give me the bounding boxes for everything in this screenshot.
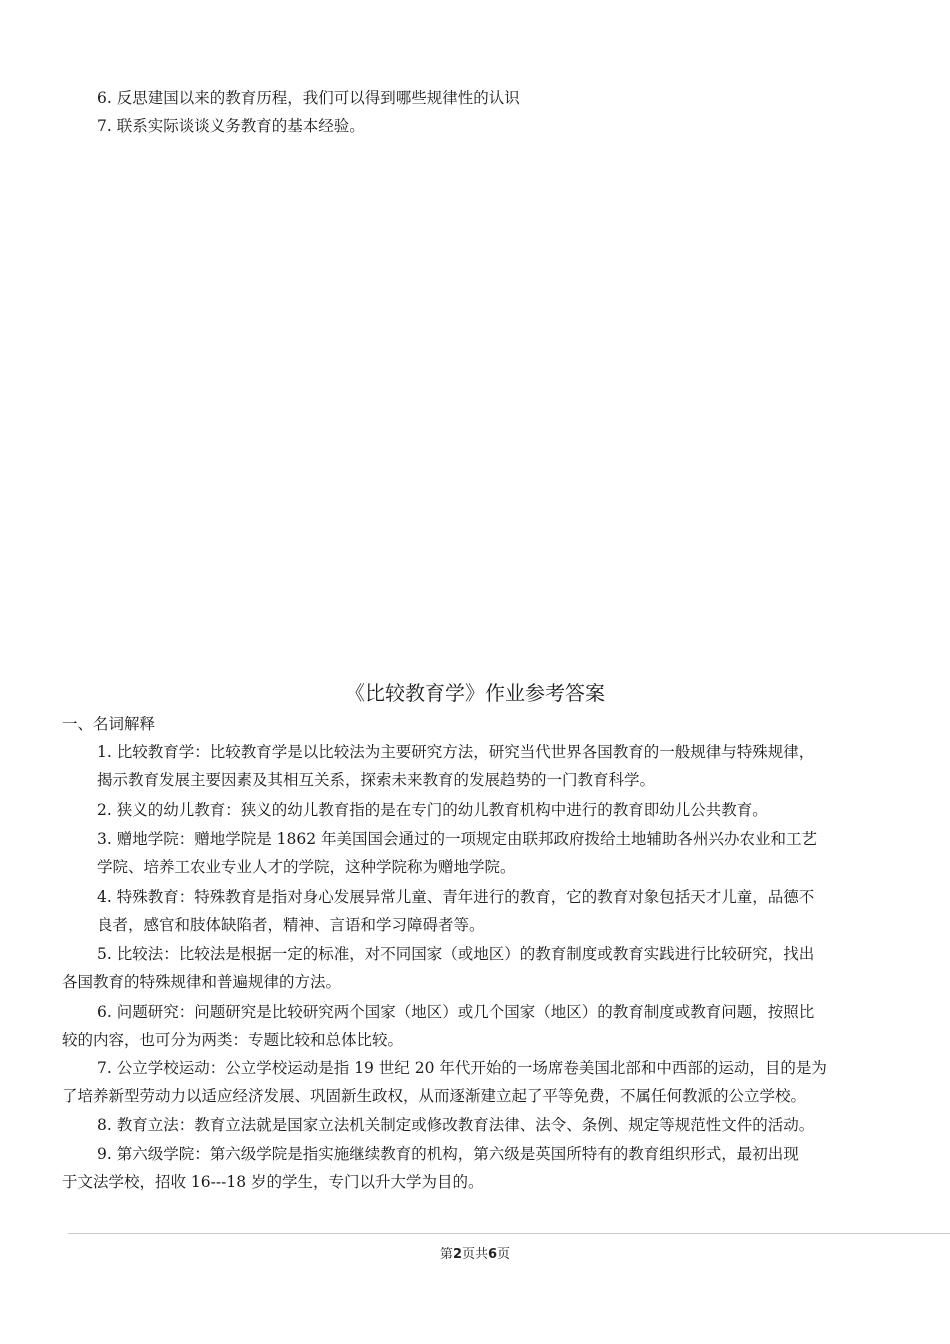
definition-3-line-2: 学院、培养工农业专业人才的学院，这种学院称为赠地学院。 <box>97 858 516 876</box>
definition-1-line-2: 揭示教育发展主要因素及其相互关系，探索未来教育的发展趋势的一门教育科学。 <box>97 771 656 789</box>
page-title: 《比较教育学》作业参考答案 <box>345 681 605 705</box>
section-heading: 一、名词解释 <box>62 715 156 733</box>
question-7: 7. 联系实际谈谈义务教育的基本经验。 <box>97 117 365 135</box>
definition-4-line-1: 4. 特殊教育：特殊教育是指对身心发展异常儿童、青年进行的教育，它的教育对象包括天才儿童，品德不 <box>97 888 815 906</box>
footer-suffix: 页 <box>497 1247 511 1262</box>
definition-7-line-1: 7. 公立学校运动：公立学校运动是指 19 世纪 20 年代开始的一场席卷美国北部和中西部的运动，目的是为 <box>97 1059 827 1077</box>
page-footer <box>0 1246 950 1264</box>
definition-7-line-2: 了培养新型劳动力以适应经济发展、巩固新生政权，从而逐渐建立起了平等免费，不属任何教派的公立学校。 <box>62 1087 807 1105</box>
definition-6-line-1: 6. 问题研究：问题研究是比较研究两个国家（地区）或几个国家（地区）的教育制度或教育问题，按照比 <box>97 1003 815 1021</box>
question-6: 6. 反思建国以来的教育历程，我们可以得到哪些规律性的认识 <box>97 89 520 107</box>
definition-9-line-1: 9. 第六级学院：第六级学院是指实施继续教育的机构，第六级是英国所特有的教育组织形式，最初出现 <box>97 1145 799 1163</box>
footer-middle: 页共 <box>461 1247 488 1262</box>
definition-1-line-1: 1. 比较教育学：比较教育学是以比较法为主要研究方法，研究当代世界各国教育的一般规律与特殊规律， <box>97 743 815 761</box>
definition-5-line-2: 各国教育的特殊规律和普遍规律的方法。 <box>62 973 342 991</box>
definition-5-line-1: 5. 比较法：比较法是根据一定的标准，对不同国家（或地区）的教育制度或教育实践进行比较研究，找出 <box>97 945 815 963</box>
definition-9-line-2: 于文法学校，招收 16---18 岁的学生，专门以升大学为目的。 <box>62 1173 484 1191</box>
definition-8-line-1: 8. 教育立法：教育立法就是国家立法机关制定或修改教育法律、法令、条例、规定等规范性文件的活动。 <box>97 1116 815 1134</box>
definition-6-line-2: 较的内容，也可分为两类：专题比较和总体比较。 <box>62 1031 404 1049</box>
definition-3-line-1: 3. 赠地学院：赠地学院是 1862 年美国国会通过的一项规定由联邦政府拨给土地辅助各州兴办农业和工艺 <box>97 830 818 848</box>
footer-total-pages: 6 <box>488 1247 498 1262</box>
footer-divider <box>68 1233 950 1234</box>
definition-2-line-1: 2. 狭义的幼儿教育：狭义的幼儿教育指的是在专门的幼儿教育机构中进行的教育即幼儿公共教育。 <box>97 801 768 819</box>
footer-page-number: 2 <box>452 1247 462 1262</box>
footer-prefix: 第 <box>439 1247 453 1262</box>
definition-4-line-2: 良者，感官和肢体缺陷者，精神、言语和学习障碍者等。 <box>97 916 485 934</box>
